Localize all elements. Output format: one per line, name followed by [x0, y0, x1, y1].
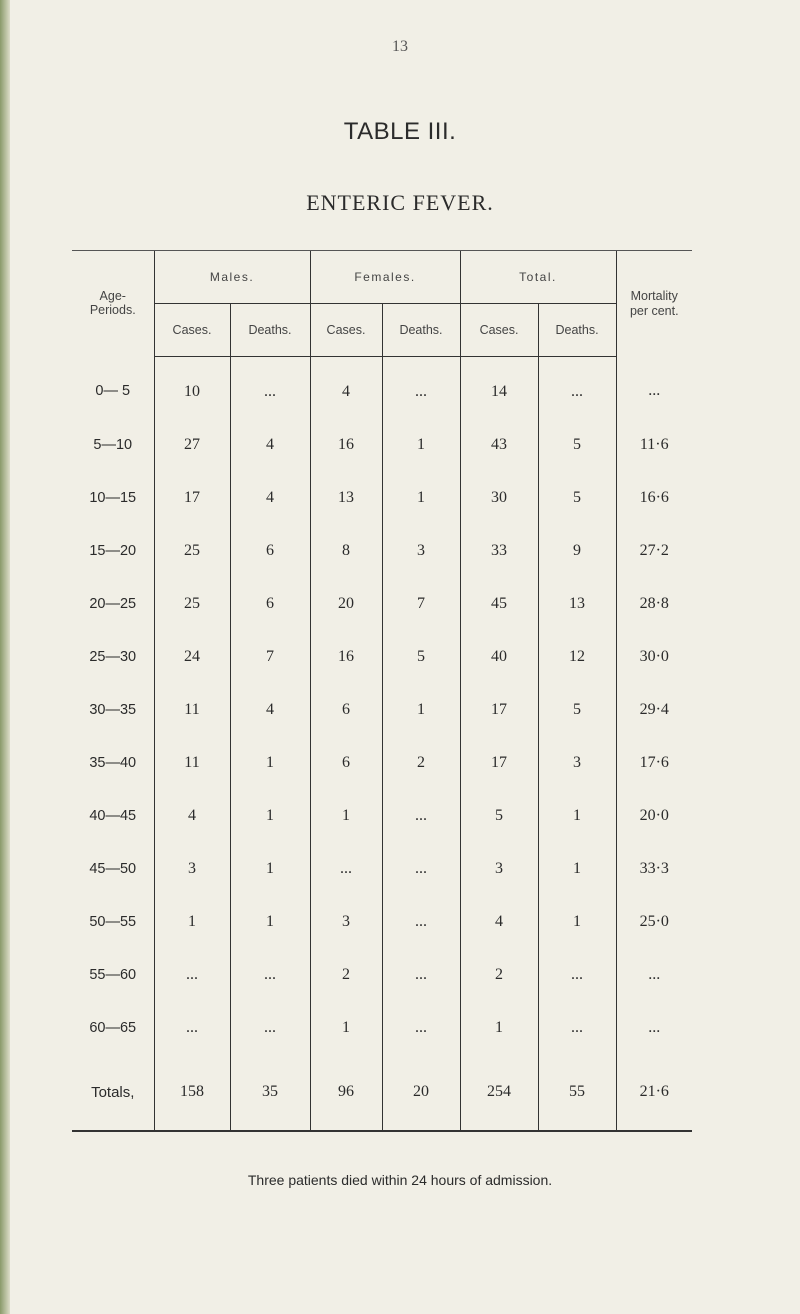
total-cases-cell: 3: [460, 842, 538, 895]
table-row: [72, 1001, 692, 1054]
totals-mortality-percent-cell: 21·6: [616, 1054, 692, 1131]
page-number: 13: [392, 38, 408, 55]
total-cases-cell: 17: [460, 683, 538, 736]
males-cases-cell: 25: [154, 524, 230, 577]
totals-row: [72, 1054, 692, 1131]
total-cases-cell: 30: [460, 471, 538, 524]
total-cases-cell: 1: [460, 1001, 538, 1054]
mortality-header: Mortality per cent.: [616, 251, 692, 357]
mortality-percent-cell: ...: [616, 357, 692, 419]
females-cases-cell: 1: [310, 1001, 382, 1054]
females-header: Females.: [310, 251, 460, 304]
males-cases-cell: 4: [154, 789, 230, 842]
males-deaths-cell: 1: [230, 842, 310, 895]
total-cases-cell: 4: [460, 895, 538, 948]
total-deaths-cell: 5: [538, 683, 616, 736]
mortality-percent-cell: 11·6: [616, 418, 692, 471]
total-cases-header: Cases.: [460, 304, 538, 357]
total-deaths-cell: 5: [538, 471, 616, 524]
females-deaths-cell: ...: [382, 357, 460, 419]
totals-females-deaths-cell: 20: [382, 1054, 460, 1131]
footnote: Three patients died within 24 hours of admission.: [247, 1172, 553, 1188]
females-deaths-cell: 1: [382, 683, 460, 736]
total-cases-cell: 40: [460, 630, 538, 683]
males-cases-cell: ...: [154, 1001, 230, 1054]
totals-females-cases-cell: 96: [310, 1054, 382, 1131]
males-deaths-cell: 7: [230, 630, 310, 683]
females-deaths-cell: 2: [382, 736, 460, 789]
females-deaths-cell: 7: [382, 577, 460, 630]
table-row: [72, 524, 692, 577]
males-deaths-cell: ...: [230, 948, 310, 1001]
females-cases-cell: 8: [310, 524, 382, 577]
totals-total-deaths-cell: 55: [538, 1054, 616, 1131]
females-cases-cell: 3: [310, 895, 382, 948]
males-cases-header: Cases.: [154, 304, 230, 357]
table-title: TABLE III.: [343, 118, 457, 145]
males-cases-cell: 10: [154, 357, 230, 419]
total-cases-cell: 17: [460, 736, 538, 789]
table-row: [72, 577, 692, 630]
table-subtitle: ENTERIC FEVER.: [306, 190, 494, 215]
total-cases-cell: 45: [460, 577, 538, 630]
females-cases-cell: 16: [310, 630, 382, 683]
males-deaths-cell: 4: [230, 471, 310, 524]
enteric-fever-table: [72, 250, 692, 1132]
mortality-percent-cell: 33·3: [616, 842, 692, 895]
total-deaths-cell: ...: [538, 1001, 616, 1054]
males-header: Males.: [154, 251, 310, 304]
table-row: [72, 948, 692, 1001]
table-row: [72, 630, 692, 683]
total-deaths-cell: 5: [538, 418, 616, 471]
mortality-percent-cell: 16·6: [616, 471, 692, 524]
table-row: [72, 842, 692, 895]
females-deaths-cell: 5: [382, 630, 460, 683]
females-cases-cell: 6: [310, 736, 382, 789]
females-deaths-header: Deaths.: [382, 304, 460, 357]
males-deaths-cell: 4: [230, 683, 310, 736]
females-deaths-cell: 3: [382, 524, 460, 577]
mortality-percent-cell: 29·4: [616, 683, 692, 736]
table-row: [72, 471, 692, 524]
mortality-percent-cell: 28·8: [616, 577, 692, 630]
total-deaths-cell: ...: [538, 948, 616, 1001]
females-deaths-cell: ...: [382, 948, 460, 1001]
mortality-percent-cell: ...: [616, 948, 692, 1001]
age-period-cell: 25—30: [89, 648, 137, 665]
total-deaths-cell: 12: [538, 630, 616, 683]
total-cases-cell: 14: [460, 357, 538, 419]
age-period-cell: 20—25: [89, 595, 137, 612]
males-cases-cell: 24: [154, 630, 230, 683]
table-row: [72, 683, 692, 736]
age-period-cell: 55—60: [89, 966, 137, 983]
total-deaths-cell: 1: [538, 842, 616, 895]
table-body: [72, 357, 692, 1132]
table-row: [72, 418, 692, 471]
females-deaths-cell: ...: [382, 842, 460, 895]
males-cases-cell: 27: [154, 418, 230, 471]
age-period-cell: 30—35: [89, 701, 137, 718]
males-deaths-cell: ...: [230, 357, 310, 419]
total-deaths-header: Deaths.: [538, 304, 616, 357]
males-cases-cell: 11: [154, 683, 230, 736]
total-header: Total.: [460, 251, 616, 304]
age-period-cell: 45—50: [89, 860, 137, 877]
females-deaths-cell: ...: [382, 789, 460, 842]
table-row: [72, 895, 692, 948]
total-deaths-cell: 1: [538, 895, 616, 948]
females-deaths-cell: 1: [382, 418, 460, 471]
mortality-percent-cell: 27·2: [616, 524, 692, 577]
mortality-percent-cell: 20·0: [616, 789, 692, 842]
mortality-percent-cell: 17·6: [616, 736, 692, 789]
males-cases-cell: 1: [154, 895, 230, 948]
mortality-percent-cell: 30·0: [616, 630, 692, 683]
total-deaths-cell: 13: [538, 577, 616, 630]
total-deaths-cell: 1: [538, 789, 616, 842]
table-row: [72, 736, 692, 789]
males-cases-cell: 3: [154, 842, 230, 895]
females-cases-cell: 4: [310, 357, 382, 419]
age-period-cell: 50—55: [89, 913, 137, 930]
age-period-cell: 5—10: [93, 436, 133, 453]
age-periods-header: Age- Periods.: [72, 251, 154, 357]
males-deaths-cell: ...: [230, 1001, 310, 1054]
age-period-cell: 60—65: [89, 1019, 137, 1036]
total-deaths-cell: 9: [538, 524, 616, 577]
totals-total-cases-cell: 254: [460, 1054, 538, 1131]
females-cases-cell: 1: [310, 789, 382, 842]
males-deaths-cell: 1: [230, 736, 310, 789]
age-period-cell: 15—20: [89, 542, 137, 559]
females-cases-cell: 6: [310, 683, 382, 736]
females-deaths-cell: ...: [382, 1001, 460, 1054]
age-period-cell: 35—40: [89, 754, 137, 771]
females-cases-cell: ...: [310, 842, 382, 895]
totals-males-cases-cell: 158: [154, 1054, 230, 1131]
age-period-cell: 40—45: [89, 807, 137, 824]
age-period-cell: 0— 5: [95, 383, 131, 400]
females-deaths-cell: ...: [382, 895, 460, 948]
males-cases-cell: 11: [154, 736, 230, 789]
males-deaths-cell: 6: [230, 577, 310, 630]
males-cases-cell: ...: [154, 948, 230, 1001]
totals-males-deaths-cell: 35: [230, 1054, 310, 1131]
total-cases-cell: 5: [460, 789, 538, 842]
age-period-cell: 10—15: [89, 489, 137, 506]
females-cases-cell: 2: [310, 948, 382, 1001]
mortality-percent-cell: ...: [616, 1001, 692, 1054]
males-deaths-cell: 6: [230, 524, 310, 577]
males-cases-cell: 17: [154, 471, 230, 524]
table-row: [72, 789, 692, 842]
males-deaths-header: Deaths.: [230, 304, 310, 357]
females-cases-cell: 13: [310, 471, 382, 524]
mortality-percent-cell: 25·0: [616, 895, 692, 948]
females-cases-cell: 20: [310, 577, 382, 630]
males-deaths-cell: 4: [230, 418, 310, 471]
total-cases-cell: 33: [460, 524, 538, 577]
males-deaths-cell: 1: [230, 789, 310, 842]
total-deaths-cell: ...: [538, 357, 616, 419]
totals-age-period-cell: Totals,: [72, 1054, 154, 1131]
total-cases-cell: 2: [460, 948, 538, 1001]
table-row: [72, 357, 692, 419]
males-deaths-cell: 1: [230, 895, 310, 948]
total-cases-cell: 43: [460, 418, 538, 471]
total-deaths-cell: 3: [538, 736, 616, 789]
females-cases-cell: 16: [310, 418, 382, 471]
males-cases-cell: 25: [154, 577, 230, 630]
females-cases-header: Cases.: [310, 304, 382, 357]
females-deaths-cell: 1: [382, 471, 460, 524]
